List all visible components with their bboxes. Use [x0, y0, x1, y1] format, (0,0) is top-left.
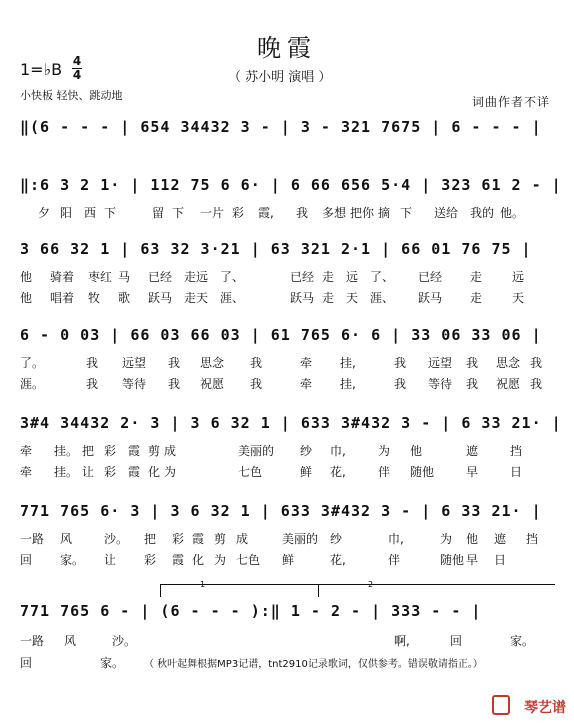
- notation-row-4: 6 - 0 03 | 66 03 66 03 | 61 765 6· 6 | 33 06 33 06 |: [20, 326, 542, 344]
- lyric-syllable: 等待: [122, 377, 147, 391]
- lyric-syllable: 挡: [526, 532, 539, 546]
- lyric-syllable: 他: [20, 270, 33, 284]
- lyric-syllable: 我: [466, 356, 479, 370]
- lyric-syllable: 我: [250, 377, 263, 391]
- composer-credit: 词曲作者不详: [471, 95, 550, 109]
- lyric-syllable: 彩: [104, 444, 117, 458]
- lyric-syllable: 随他: [440, 553, 465, 567]
- lyric-syllable: 七色: [236, 553, 261, 567]
- lyric-syllable: 天: [346, 291, 359, 305]
- lyric-syllable: 牵: [20, 444, 33, 458]
- lyric-syllable: 彩: [172, 532, 185, 546]
- lyric-syllable: 涯。: [20, 377, 45, 391]
- lyric-syllable: 巾,: [388, 532, 404, 546]
- lyric-syllable: 美丽的: [282, 532, 319, 546]
- time-top: 4: [72, 54, 82, 68]
- lyric-syllable: 伴: [388, 553, 401, 567]
- lyric-syllable: 我: [168, 356, 181, 370]
- lyric-syllable: 多想: [322, 206, 347, 220]
- lyric-syllable: 日: [510, 465, 523, 479]
- lyric-syllable: 纱: [300, 444, 313, 458]
- lyric-syllable: 挂。: [54, 444, 79, 458]
- singer: （ 苏小明 演唱 ）: [228, 70, 332, 85]
- lyric-syllable: 一片: [200, 206, 225, 220]
- lyric-syllable: 把: [82, 444, 95, 458]
- lyric-syllable: 我的: [470, 206, 495, 220]
- lyric-syllable: 一路: [20, 634, 45, 648]
- lyric-syllable: 思念: [496, 356, 521, 370]
- lyric-syllable: 我: [168, 377, 181, 391]
- lyric-syllable: 走: [322, 270, 335, 284]
- lyric-syllable: 牧: [88, 291, 101, 305]
- page-title: 晚霞: [257, 34, 317, 62]
- logo-icon: [492, 695, 510, 715]
- lyric-syllable: 沙。: [112, 634, 137, 648]
- lyric-syllable: 我: [530, 356, 543, 370]
- lyric-syllable: 走天: [184, 291, 209, 305]
- lyric-syllable: 家。: [60, 553, 85, 567]
- lyric-syllable: 我: [296, 206, 309, 220]
- lyric-syllable: 为: [164, 465, 177, 479]
- lyric-syllable: 走: [470, 270, 483, 284]
- notation-row-1: ‖(6 - - - | 654 34432 3 - | 3 - 321 7675 | 6 - - - |: [20, 118, 542, 136]
- time-signature: [72, 56, 82, 81]
- lyric-syllable: 我: [394, 377, 407, 391]
- lyric-syllable: 夕: [38, 206, 51, 220]
- lyric-syllable: 我: [530, 377, 543, 391]
- lyric-syllable: 下: [104, 206, 117, 220]
- lyric-syllable: 下: [172, 206, 185, 220]
- lyric-syllable: 牵: [300, 356, 313, 370]
- lyric-syllable: 他: [466, 532, 479, 546]
- lyric-syllable: 我: [394, 356, 407, 370]
- lyric-syllable: 霞: [192, 532, 205, 546]
- lyric-syllable: 为: [214, 553, 227, 567]
- lyric-syllable: 早: [466, 553, 479, 567]
- notation-row-3: 3 66 32 1 | 63 32 3·21 | 63 321 2·1 | 66 01 76 75 |: [20, 240, 532, 258]
- lyric-syllable: 风: [60, 532, 73, 546]
- lyric-syllable: 纱: [330, 532, 343, 546]
- lyric-syllable: 回: [20, 656, 33, 670]
- lyric-syllable: 彩: [232, 206, 245, 220]
- tempo-marking: 小快板 轻快、跳动地: [20, 89, 123, 102]
- lyric-syllable: 沙。: [104, 532, 129, 546]
- lyric-syllable: 涯、: [220, 291, 245, 305]
- lyric-syllable: 远: [346, 270, 359, 284]
- footer-note: （ 秋叶起舞根据MP3记谱，tnt2910记录歌词，仅供参考。错误敬请指正。）: [144, 659, 483, 670]
- lyric-syllable: 我: [86, 377, 99, 391]
- lyric-syllable: 天: [512, 291, 525, 305]
- lyric-syllable: 我: [250, 356, 263, 370]
- lyric-syllable: 把你: [350, 206, 375, 220]
- lyric-syllable: 牵: [20, 465, 33, 479]
- lyric-syllable: 彩: [104, 465, 117, 479]
- volta-second-bracket: [318, 584, 555, 597]
- lyric-syllable: 剪: [148, 444, 161, 458]
- lyric-syllable: 唱着: [50, 291, 75, 305]
- lyric-syllable: 跃马: [418, 291, 443, 305]
- lyric-syllable: 西: [84, 206, 97, 220]
- lyric-syllable: 为: [440, 532, 453, 546]
- lyric-syllable: 跃马: [290, 291, 315, 305]
- lyric-syllable: 摘: [378, 206, 391, 220]
- lyric-syllable: 巾,: [330, 444, 346, 458]
- lyric-syllable: 祝愿: [496, 377, 521, 391]
- lyric-syllable: 他: [410, 444, 423, 458]
- notation-row-5: 3#4 34432 2· 3 | 3 6 32 1 | 633 3#432 3 - | 6 33 21· |: [20, 414, 562, 432]
- lyric-syllable: 鲜: [300, 465, 313, 479]
- lyric-syllable: 彩: [144, 553, 157, 567]
- lyric-syllable: 花,: [330, 465, 346, 479]
- lyric-syllable: 霞: [172, 553, 185, 567]
- lyric-syllable: 伴: [378, 465, 391, 479]
- lyric-syllable: 剪: [214, 532, 227, 546]
- lyric-syllable: 远望: [428, 356, 453, 370]
- lyric-syllable: 已经: [148, 270, 173, 284]
- lyric-syllable: 成: [164, 444, 177, 458]
- lyric-syllable: 跃马: [148, 291, 173, 305]
- time-bottom: 4: [72, 68, 82, 82]
- lyric-syllable: 骑着: [50, 270, 75, 284]
- lyric-syllable: 已经: [418, 270, 443, 284]
- lyric-syllable: 家。: [510, 634, 535, 648]
- lyric-syllable: 把: [144, 532, 157, 546]
- volta-first-number: 1: [200, 580, 206, 589]
- lyric-syllable: 了、: [370, 270, 395, 284]
- lyric-syllable: 已经: [290, 270, 315, 284]
- lyric-syllable: 走: [470, 291, 483, 305]
- lyric-syllable: 了、: [220, 270, 245, 284]
- lyric-syllable: 霞,: [258, 206, 274, 220]
- lyric-syllable: 一路: [20, 532, 45, 546]
- lyric-syllable: 随他: [410, 465, 435, 479]
- lyric-syllable: 马: [118, 270, 131, 284]
- lyric-syllable: 走远: [184, 270, 209, 284]
- lyric-syllable: 遮: [466, 444, 479, 458]
- lyric-syllable: 远望: [122, 356, 147, 370]
- lyric-syllable: 我: [466, 377, 479, 391]
- lyric-syllable: 回: [20, 553, 33, 567]
- lyric-syllable: 风: [64, 634, 77, 648]
- lyric-syllable: 鲜: [282, 553, 295, 567]
- lyric-syllable: 挂,: [340, 377, 356, 391]
- lyric-syllable: 挂,: [340, 356, 356, 370]
- lyric-syllable: 日: [494, 553, 507, 567]
- lyric-syllable: 为: [378, 444, 391, 458]
- lyric-syllable: 牵: [300, 377, 313, 391]
- lyric-syllable: 枣红: [88, 270, 113, 284]
- key-signature: 1=♭B: [20, 60, 63, 79]
- lyric-syllable: 思念: [200, 356, 225, 370]
- lyric-syllable: 回: [450, 634, 463, 648]
- lyric-syllable: 霞: [128, 444, 141, 458]
- lyric-syllable: 留: [152, 206, 165, 220]
- lyric-syllable: 花,: [330, 553, 346, 567]
- volta-second-number: 2: [368, 580, 374, 589]
- lyric-syllable: 等待: [428, 377, 453, 391]
- lyric-syllable: 挡: [510, 444, 523, 458]
- lyric-syllable: 歌: [118, 291, 131, 305]
- lyric-syllable: 化: [148, 465, 161, 479]
- lyric-syllable: 成: [236, 532, 249, 546]
- lyric-syllable: 了。: [20, 356, 45, 370]
- lyric-syllable: 远: [512, 270, 525, 284]
- lyric-syllable: 挂。: [54, 465, 79, 479]
- lyric-syllable: 美丽的: [238, 444, 275, 458]
- site-logo: 琴艺谱: [524, 700, 566, 716]
- lyric-syllable: 祝愿: [200, 377, 225, 391]
- lyric-syllable: 七色: [238, 465, 263, 479]
- lyric-syllable: 送给: [434, 206, 459, 220]
- lyric-syllable: 走: [322, 291, 335, 305]
- lyric-syllable: 早: [466, 465, 479, 479]
- notation-row-7: 771 765 6 - | (6 - - - ):‖ 1 - 2 - | 333 - - |: [20, 602, 482, 620]
- lyric-syllable: 霞: [128, 465, 141, 479]
- lyric-syllable: 他。: [500, 206, 525, 220]
- lyric-syllable: 下: [400, 206, 413, 220]
- notation-row-2: ‖:6 3 2 1· | 112 75 6 6· | 6 66 656 5·4 | 323 61 2 - |: [20, 176, 562, 194]
- notation-row-6: 771 765 6· 3 | 3 6 32 1 | 633 3#432 3 - | 6 33 21· |: [20, 502, 542, 520]
- lyric-syllable: 阳: [60, 206, 73, 220]
- lyric-syllable: 他: [20, 291, 33, 305]
- lyric-syllable: 化: [192, 553, 205, 567]
- lyric-syllable: 让: [82, 465, 95, 479]
- lyric-syllable: 遮: [494, 532, 507, 546]
- lyric-syllable: 让: [104, 553, 117, 567]
- lyric-syllable: 家。: [100, 656, 125, 670]
- lyric-syllable: 我: [86, 356, 99, 370]
- lyric-syllable: 啊,: [394, 634, 410, 648]
- lyric-syllable: 涯、: [370, 291, 395, 305]
